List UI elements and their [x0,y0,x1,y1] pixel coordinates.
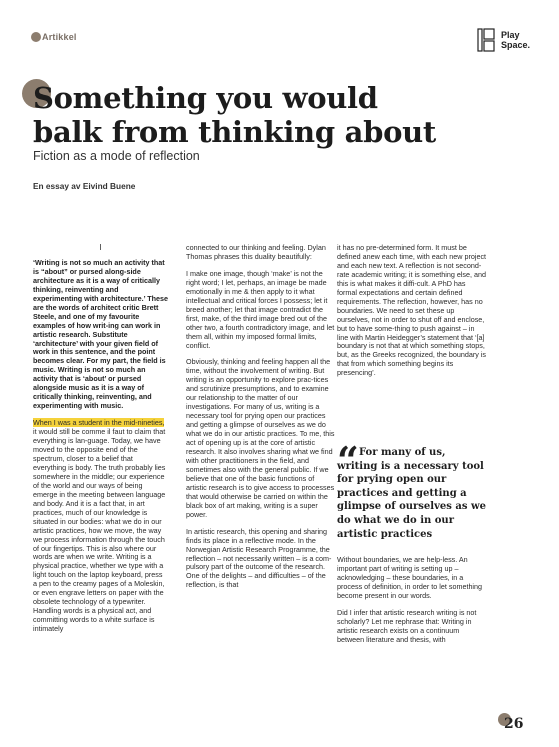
article-title [33,81,533,149]
page-number: 26 [504,716,524,732]
column-2 [186,244,336,598]
intro-paragraph: ‘Writing is not so much an activity that is “about” or pursed along-side architecture as it is a way of critically thinking, reinventing and experimenting with architecture.’ These are the words of architect critic Brett Steele, and one of my favourite examples of how writ-ing can work in artistic research. Substitute ‘architecture’ with your given field of work in this sentence, and the point becomes clear. For my part, the field is music. Writing is not so much an activity that is ‘about’ or pursed alongside music as it is a way of critically thinking, reinventing, and experimenting with music. [33,257,169,411]
body-paragraph-1-text: it would still be comme il faut to claim that everything is lan-guage. Today, we have moved to the opposite end of the spectrum, closer to a belief that everything is body. The truth probably lies somewhere in the middle; our experience of the world and our ways of being emerge in the meeting between language and body. And it is a fact that, in art practices, much of our knowledge is situated in our bodies: what we do in our artistic practices, how we move, the way we process information through the touch of our fingertips. This is also where our words are when we write. Writing is a physical practice, whether we type with a light touch on the laptop keyboard, press a pen to the creamy pages of a Moleskin, or even engrave letters on paper with the obsolete technology of a typewriter. Handling words is a physical act, and committing words to a white surface is intimately [33,427,166,634]
body-paragraph-3: I make one image, though ‘make’ is not the right word; I let, perhaps, an image be made emotionally in me & then apply to it what intellectual and critical forces I possess; let it breed another; let that image contradict the first, make, of the third image bred out of the other two, a fourth contradictory image, and let them all, within my imposed formal limits, conflict. [186,268,335,350]
column-3-lower [337,556,487,653]
body-paragraph-1 [33,419,168,634]
column-3 [337,244,487,386]
section-numeral: I [99,243,102,252]
logo-line2: Space. [501,40,531,50]
article-subtitle: Fiction as a mode of reflection [33,149,200,163]
title-line2: balk from thinking about [33,115,436,149]
section-dot [31,32,41,42]
logo-line1: Play [501,30,520,40]
body-paragraph-5: In artistic research, this opening and sharing finds its place in a reflective mode. In the Norwegian Artistic Research Programme, the reflection – not necessarily written – is a com-pulsory part of the outcome of the research. One of the delights – and difficulties – of the reflection, is that [186,526,332,590]
section-label: Artikkel [42,32,77,42]
highlighted-text: When I was a student in the mid-nineties, [33,418,165,428]
body-paragraph-7: Without boundaries, we are help-less. An important part of writing is setting up – acknowledging – these boundaries, in a process of definition, in order to let something become present in our words. [337,555,483,600]
body-paragraph-2: connected to our thinking and feeling. Dylan Thomas phrases this duality beautifully: [186,243,326,261]
column-1 [33,244,168,642]
playspace-logo [476,27,536,55]
body-paragraph-4: Obviously, thinking and feeling happen all the time, without the involvement of writing. But writing is an opportunity to explore prac-tices and scrutinize presumptions, and to examine our relationship to the matter of our investigations. For many of us, writing is a necessary tool for prying open our practices and getting a glimpse of ourselves as we do what we do in our artistic practices. To me, this act of opening up is at the core of artistic research. It also involves sharing what we find with other practitioners in the field, and sometimes also with the general public. If we believe that one of the basic functions of artistic research is to give access to processes that would otherwise be carried on within the black box of art making, writing is a super power. [186,357,335,519]
body-paragraph-6: it has no pre-determined form. It must be defined anew each time, with each new project and each new text. A reflection is not second-rate academic writing; it is something else, and this is what makes it diffi-cult. A PhD has formal expectations and certain defined requirements. The reflection, however, has no boundaries. We need to set these up ourselves, not in order to shut off and enclose, but to have some-thing to push against – in line with Martin Heidegger’s statement that ‘[a] boundary is not that at which something stops, but, as the Greeks recognized, the boundary is that from which something begins its presencing’. [337,243,487,378]
quote-mark-icon: “ [337,438,359,483]
playspace-logo-icon [476,27,498,53]
body-paragraph-8: Did I infer that artistic research writing is not scholarly? Let me rephrase that: Writing in artistic research exists on a continuum between literature and thesis, with [337,607,477,644]
pull-quote: For many of us, writing is a necessary tool for prying open our practices and getting a glimpse of ourselves as we do what we do in our artistic practices [337,447,486,540]
title-line1: Something you would [33,81,378,115]
article-byline: En essay av Eivind Buene [33,181,136,191]
